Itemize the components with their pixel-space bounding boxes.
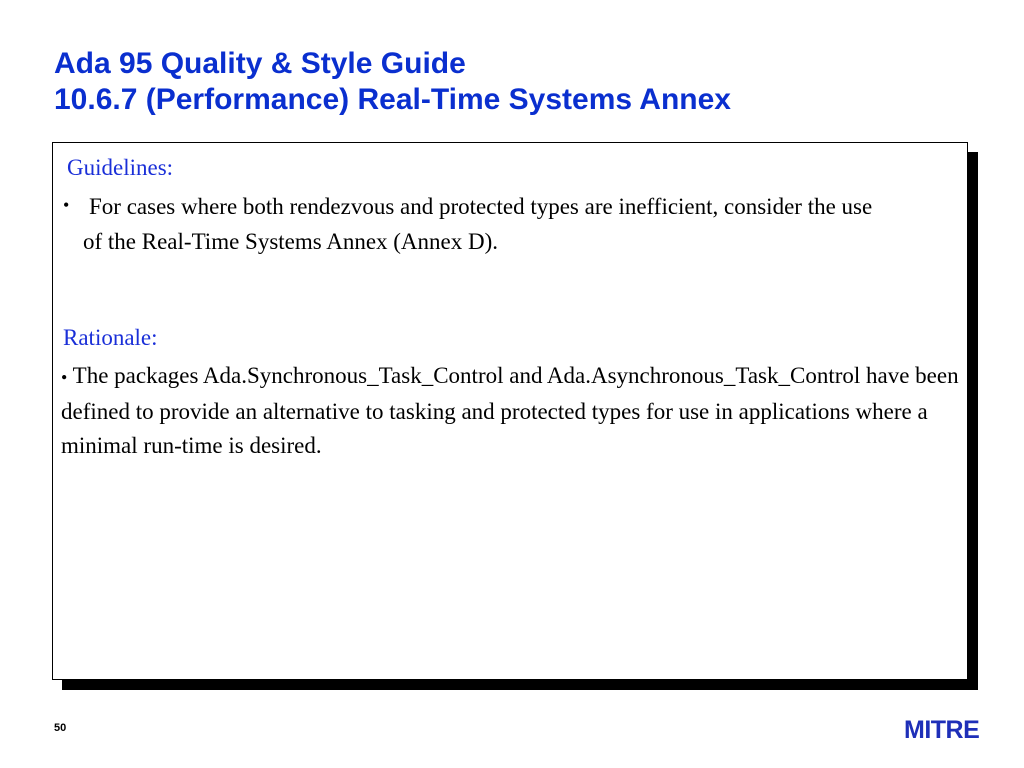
page-number: 50 xyxy=(54,722,67,734)
guidelines-text: For cases where both rendezvous and protected types are inefficient, consider the use of the Real-Time Systems Annex (Annex D). xyxy=(83,194,873,254)
mitre-logo: MITRE xyxy=(904,716,980,744)
content-box xyxy=(52,142,968,680)
rationale-paragraph xyxy=(61,359,961,463)
title-line-2: 10.6.7 (Performance) Real-Time Systems Annex xyxy=(54,83,731,116)
title-line-1: Ada 95 Quality & Style Guide xyxy=(54,47,466,80)
guidelines-heading: Guidelines: xyxy=(67,155,174,180)
rationale-text: The packages Ada.Synchronous_Task_Control and Ada.Asynchronous_Task_Control have been defined to provide an alternative to tasking and protected types for use in applications where a minimal run-time is desired. xyxy=(61,363,959,458)
rationale-heading: Rationale: xyxy=(63,325,158,350)
slide-title xyxy=(54,46,731,118)
guidelines-bullet-icon: • xyxy=(63,195,70,215)
rationale-bullet-icon: • xyxy=(61,367,68,388)
